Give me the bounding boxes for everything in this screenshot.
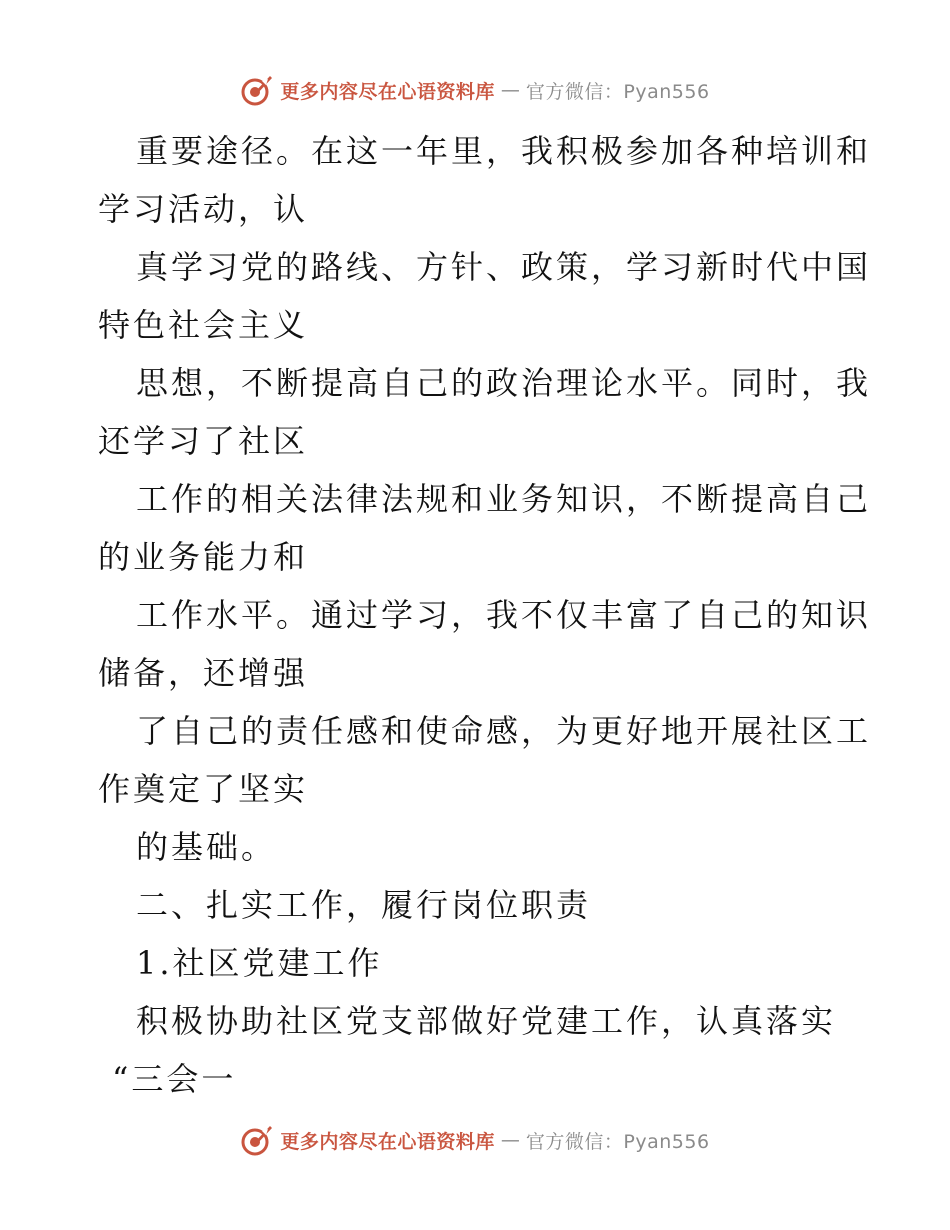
body-line: 特色社会主义 [98, 306, 309, 344]
body-line: 还学习了社区 [98, 422, 309, 460]
body-line: 学习活动，认 [98, 190, 309, 228]
document-body [98, 122, 872, 1108]
body-line: 了自己的责任感和使命感，为更好地开展社区工 [136, 712, 872, 750]
section-heading: 二、扎实工作，履行岗位职责 [136, 886, 592, 924]
subsection-heading: 1.社区党建工作 [136, 944, 383, 982]
footer-wechat-text: 官方微信：Pyan556 [525, 1130, 710, 1153]
body-line: 储备，还增强 [98, 654, 309, 692]
footer-banner [0, 1120, 950, 1160]
body-line: 重要途径。在这一年里，我积极参加各种培训和 [136, 132, 872, 170]
body-line: 作奠定了坚实 [98, 770, 309, 808]
header-brand-text: 更多内容尽在心语资料库 [280, 80, 495, 103]
header-dash: — [500, 79, 520, 101]
header-banner [0, 70, 950, 110]
body-line: 积极协助社区党支部做好党建工作，认真落实 [136, 1002, 837, 1040]
body-line: 工作的相关法律法规和业务知识，不断提高自己 [136, 480, 872, 518]
footer-brand-text: 更多内容尽在心语资料库 [280, 1130, 495, 1153]
quill-logo-icon [240, 1123, 274, 1157]
header-wechat-text: 官方微信：Pyan556 [525, 80, 710, 103]
body-line: 工作水平。通过学习，我不仅丰富了自己的知识 [136, 596, 872, 634]
footer-dash: — [500, 1129, 520, 1151]
body-line: 真学习党的路线、方针、政策，学习新时代中国 [136, 248, 872, 286]
body-line: 思想，不断提高自己的政治理论水平。同时，我 [136, 364, 872, 402]
body-line: 的业务能力和 [98, 538, 309, 576]
body-line: “三会一 [112, 1060, 237, 1098]
body-line: 的基础。 [136, 828, 277, 866]
quill-logo-icon [240, 73, 274, 107]
